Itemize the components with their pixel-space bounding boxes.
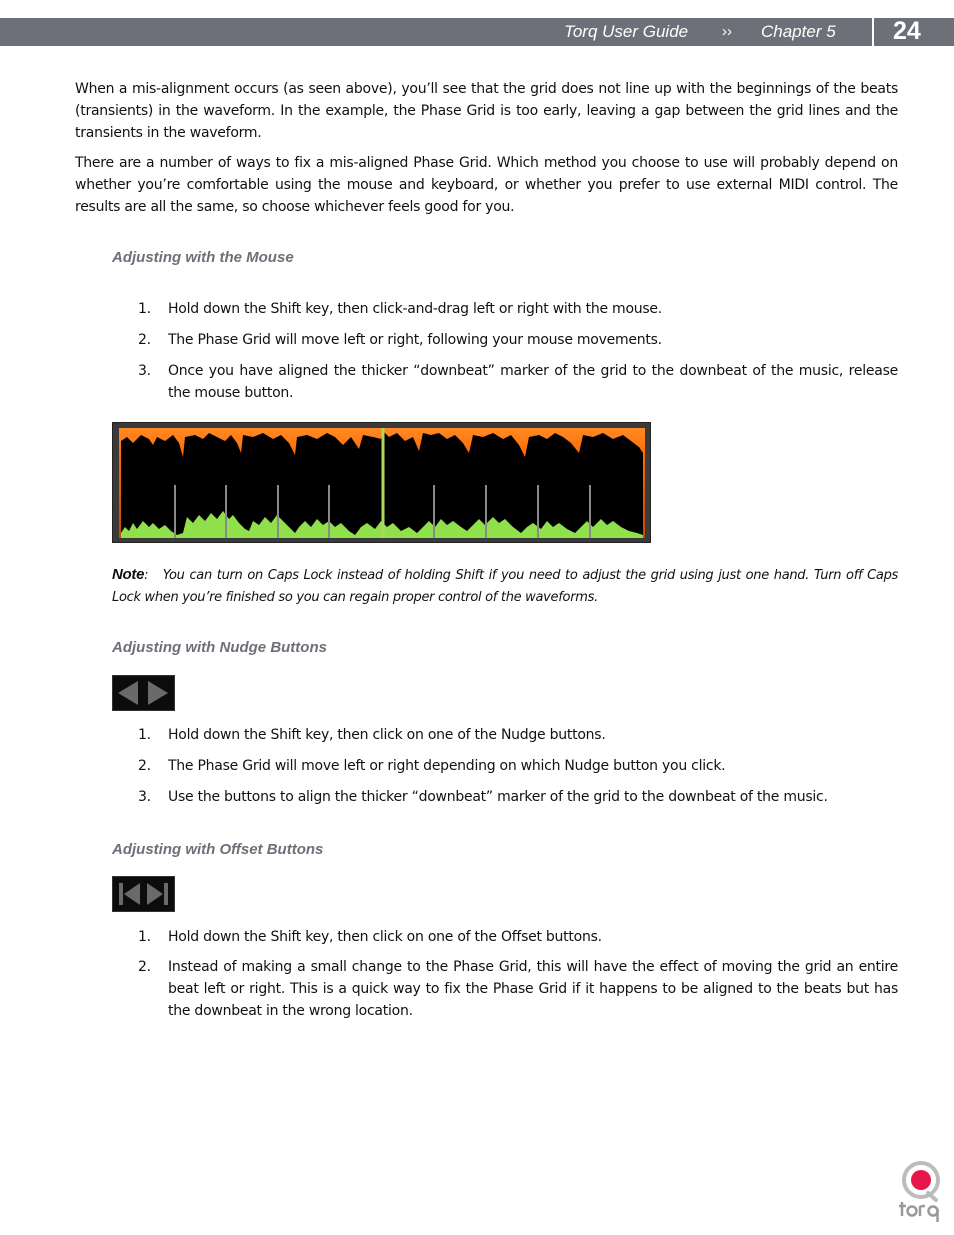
list-text: Once you have aligned the thicker “downbeat” marker of the grid to the downbeat of the music, release the mouse button.: [168, 363, 898, 401]
waveform-image: [112, 422, 651, 543]
list-text: Hold down the Shift key, then click-and-drag left or right with the mouse.: [168, 301, 662, 317]
list-text: The Phase Grid will move left or right depending on which Nudge button you click.: [168, 758, 726, 774]
list-number: 2.: [138, 332, 151, 348]
nudge-section-heading: Adjusting with Nudge Buttons: [112, 639, 327, 656]
offset-left-icon: [119, 883, 140, 905]
torq-logo: [898, 1160, 944, 1224]
list-number: 1.: [138, 727, 151, 743]
nudge-left-icon: [118, 681, 138, 705]
guide-title: Torq User Guide: [564, 22, 689, 41]
page-header: [0, 18, 954, 46]
list-number: 1.: [138, 929, 151, 945]
list-text: Instead of making a small change to the Phase Grid, this will have the effect of moving the grid an entire beat left or right. This is a quick way to fix the Phase Grid if it happens to be aligned to the beats but has the downbeat in the wrong location.: [168, 959, 898, 1019]
list-text: Hold down the Shift key, then click on one of the Offset buttons.: [168, 929, 602, 945]
offset-buttons-image: [112, 876, 175, 912]
list-number: 2.: [138, 959, 151, 975]
waveform-graphic: [113, 423, 650, 542]
list-number: 2.: [138, 758, 151, 774]
header-divider: [872, 18, 874, 46]
chapter-label: Chapter 5: [761, 22, 836, 41]
page-number: 24: [893, 17, 921, 45]
offset-right-icon: [147, 883, 168, 905]
list-number: 3.: [138, 363, 151, 379]
breadcrumb-separator: ››: [722, 23, 732, 40]
offset-section-heading: Adjusting with Offset Buttons: [112, 841, 324, 858]
intro-paragraph-1: When a mis-alignment occurs (as seen above), you’ll see that the grid does not line up with the beginnings of the beats (transients) in the waveform. In the example, the Phase Grid is too early, leaving a gap between the grid lines and the transients in the waveform.: [75, 81, 898, 141]
list-number: 1.: [138, 301, 151, 317]
note-paragraph: Note: You can turn on Caps Lock instead of holding Shift if you need to adjust the grid using just one hand. Turn off Caps Lock when you’re finished so you can regain proper control of the waveforms.: [112, 566, 898, 605]
note-label: Note: [112, 566, 145, 583]
intro-paragraph-2: There are a number of ways to fix a mis-aligned Phase Grid. Which method you choose to use will probably depend on whether you’re comfortable using the mouse and keyboard, or whether you prefer to use external MIDI control. The results are all the same, so choose whichever feels good for you.: [75, 155, 898, 215]
mouse-section-heading: Adjusting with the Mouse: [112, 249, 294, 266]
list-text: The Phase Grid will move left or right, following your mouse movements.: [168, 332, 662, 348]
note-text: You can turn on Caps Lock instead of holding Shift if you need to adjust the grid using just one hand. Turn off Caps Lock when you’re finished so you can regain proper control of the waveforms.: [112, 568, 898, 605]
list-number: 3.: [138, 789, 151, 805]
nudge-buttons-image: [112, 675, 175, 711]
list-text: Use the buttons to align the thicker “downbeat” marker of the grid to the downbeat of the music.: [168, 789, 828, 805]
list-text: Hold down the Shift key, then click on one of the Nudge buttons.: [168, 727, 606, 743]
nudge-right-icon: [148, 681, 168, 705]
